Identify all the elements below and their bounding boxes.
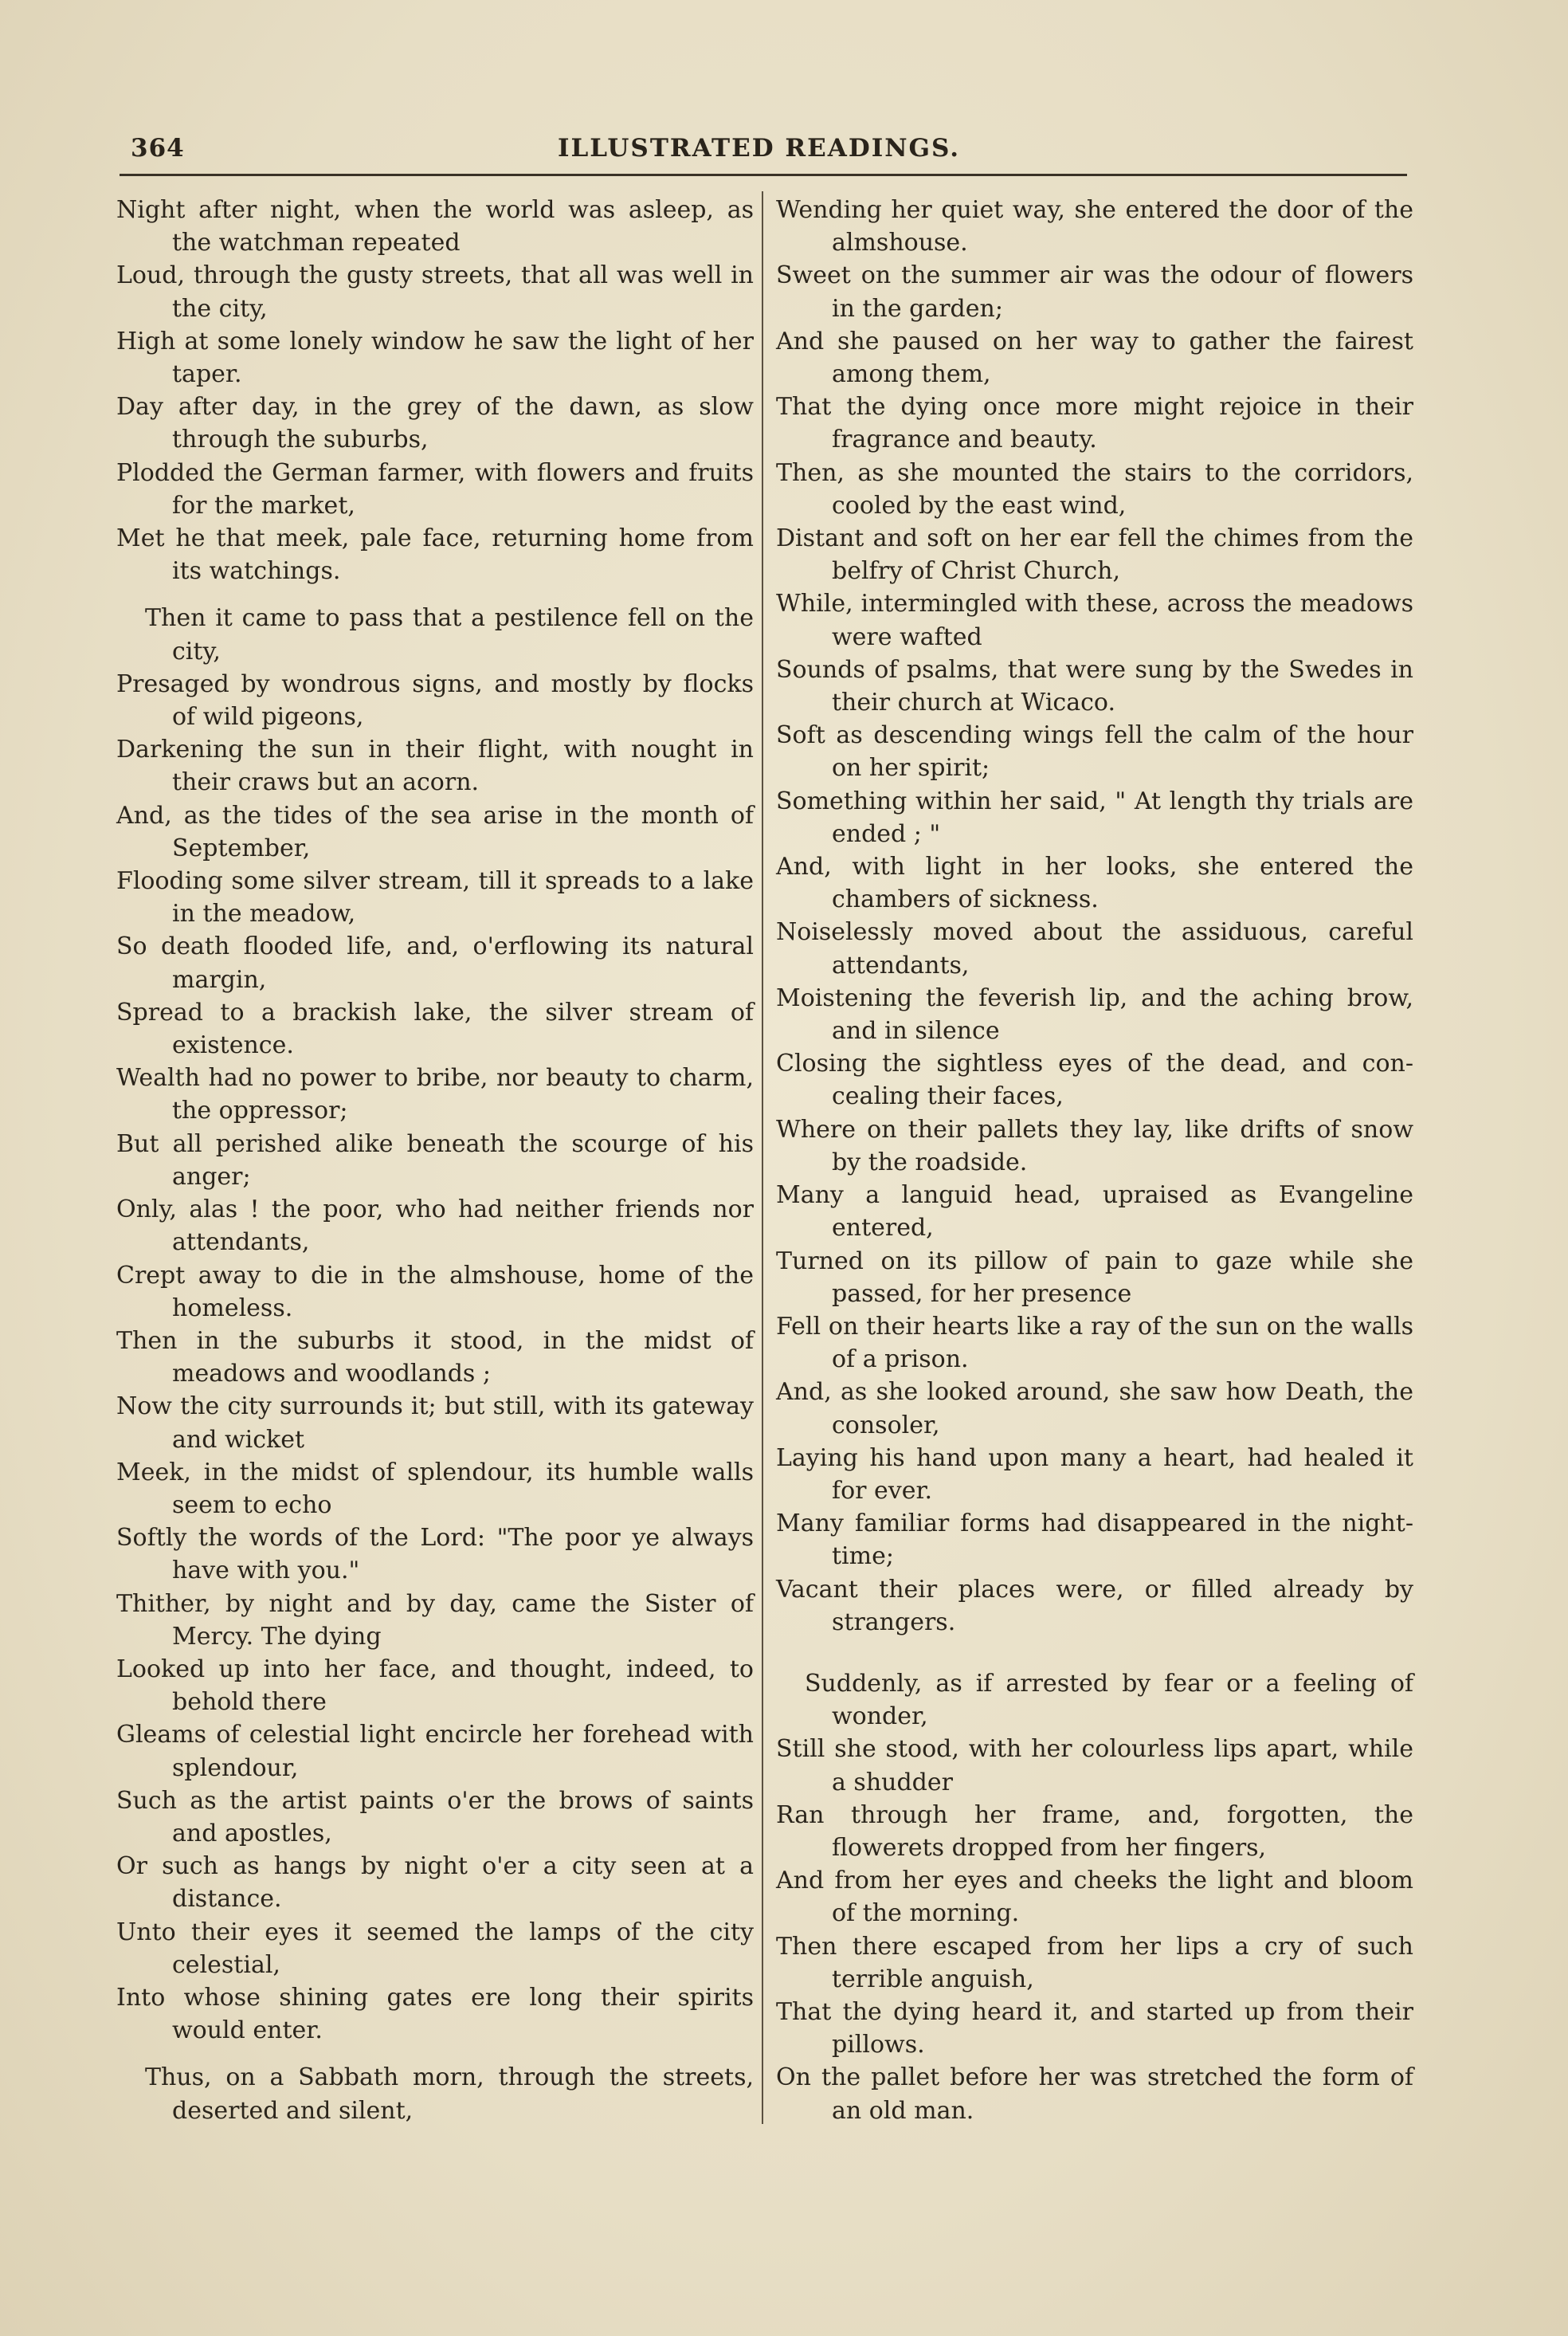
verse-line: And, as the tides of the sea arise in the month of September,	[116, 801, 754, 862]
verse-line: Many familiar forms had disappeared in the night-time;	[776, 1510, 1413, 1571]
verse-line: Flooding some silver stream, till it spreads to a lake in the meadow,	[116, 867, 754, 929]
verse-line: Something within her said, " At length thy trials are ended ; "	[776, 787, 1413, 848]
verse-line: Noiselessly moved about the assiduous, careful attendants,	[776, 918, 1413, 980]
verse-line: Into whose shining gates ere long their spirits would enter.	[116, 1983, 754, 2045]
verse-line: That the dying heard it, and started up from their pillows.	[776, 1997, 1413, 2059]
stanza-break	[116, 2047, 754, 2061]
verse-line: Distant and soft on her ear fell the chimes from the belfry of Christ Church,	[776, 524, 1413, 586]
verse-line: Where on their pallets they lay, like drifts of snow by the roadside.	[776, 1115, 1413, 1176]
verse-line: Met he that meek, pale face, returning home from its watchings.	[116, 524, 754, 586]
verse-line: Then, as she mounted the stairs to the corridors, cooled by the east wind,	[776, 458, 1413, 520]
verse-line: Presaged by wondrous signs, and mostly by flocks of wild pigeons,	[116, 669, 754, 732]
verse-line: Gleams of celestial light encircle her forehead with splendour,	[116, 1721, 754, 1782]
verse-line: And, with light in her looks, she entered the chambers of sickness.	[776, 853, 1413, 914]
stanza-break	[776, 1639, 1413, 1667]
verse-line: Thither, by night and by day, came the Sister of Mercy. The dying	[116, 1589, 754, 1651]
verse-line: Closing the sightless eyes of the dead, and con-cealing their faces,	[776, 1050, 1413, 1111]
stanza-break	[116, 587, 754, 602]
verse-line: High at some lonely window he saw the light of her taper.	[116, 327, 754, 389]
verse-line: Still she stood, with her colourless lips apart, while a shudder	[776, 1735, 1413, 1796]
verse-line: Then there escaped from her lips a cry of such terrible anguish,	[776, 1932, 1413, 1993]
verse-line: That the dying once more might rejoice in their fragrance and beauty.	[776, 393, 1413, 454]
page-number: 364	[131, 134, 185, 163]
verse-line: Sweet on the summer air was the odour of flowers in the garden;	[776, 261, 1413, 323]
verse-line: Meek, in the midst of splendour, its humble walls seem to echo	[116, 1458, 754, 1519]
verse-line: But all perished alike beneath the scourge of his anger;	[116, 1129, 754, 1191]
verse-line: Only, alas ! the poor, who had neither friends nor attendants,	[116, 1195, 754, 1257]
verse-line: Now the city surrounds it; but still, with its gateway and wicket	[116, 1392, 754, 1454]
verse-line: Such as the artist paints o'er the brows of saints and apostles,	[116, 1786, 754, 1847]
verse-line: While, intermingled with these, across the meadows were wafted	[776, 590, 1413, 651]
verse-line: Soft as descending wings fell the calm of the hour on her spirit;	[776, 721, 1413, 783]
verse-line: Turned on its pillow of pain to gaze while she passed, for her presence	[776, 1247, 1413, 1308]
verse-line: Night after night, when the world was asleep, as the watchman repeated	[116, 196, 754, 257]
verse-line: Moistening the feverish lip, and the aching brow, and in silence	[776, 983, 1413, 1046]
verse-line: And from her eyes and cheeks the light and bloom of the morning.	[776, 1867, 1413, 1928]
verse-line: Unto their eyes it seemed the lamps of the city celestial,	[116, 1918, 754, 1979]
left-column	[116, 194, 754, 2127]
verse-line: Ran through her frame, and, forgotten, the flowerets dropped from her fingers,	[776, 1800, 1413, 1862]
running-title: ILLUSTRATED READINGS.	[558, 134, 961, 163]
verse-line: Many a languid head, upraised as Evangeline entered,	[776, 1181, 1413, 1243]
verse-line: Plodded the German farmer, with flowers and fruits for the market,	[116, 458, 754, 520]
verse-line: So death flooded life, and, o'erflowing its natural margin,	[116, 932, 754, 994]
verse-line: Fell on their hearts like a ray of the sun on the walls of a prison.	[776, 1312, 1413, 1374]
verse-line: Looked up into her face, and thought, indeed, to behold there	[116, 1655, 754, 1717]
verse-line: Crept away to die in the almshouse, home of the homeless.	[116, 1261, 754, 1322]
verse-line: On the pallet before her was stretched the form of an old man.	[776, 2063, 1413, 2125]
verse-line: Then in the suburbs it stood, in the midst of meadows and woodlands ;	[116, 1326, 754, 1388]
column-divider	[762, 191, 763, 2124]
right-column	[776, 194, 1413, 2127]
verse-line: Wending her quiet way, she entered the door of the almshouse.	[776, 196, 1413, 257]
verse-line: And, as she looked around, she saw how Death, the consoler,	[776, 1378, 1413, 1439]
header-rule	[120, 174, 1407, 176]
verse-line: Wealth had no power to bribe, nor beauty to charm, the oppressor;	[116, 1064, 754, 1125]
verse-line: Darkening the sun in their flight, with nought in their craws but an acorn.	[116, 736, 754, 797]
verse-line: Suddenly, as if arrested by fear or a feeling of wonder,	[805, 1669, 1413, 1731]
verse-line: Loud, through the gusty streets, that all was well in the city,	[116, 261, 754, 323]
verse-line: Laying his hand upon many a heart, had healed it for ever.	[776, 1443, 1413, 1505]
verse-line: Then it came to pass that a pestilence fell on the city,	[145, 604, 754, 665]
verse-line: Sounds of psalms, that were sung by the Swedes in their church at Wicaco.	[776, 655, 1413, 717]
verse-line: Day after day, in the grey of the dawn, as slow through the suburbs,	[116, 393, 754, 454]
running-header	[131, 134, 1397, 179]
verse-line: Vacant their places were, or filled already by strangers.	[776, 1575, 1413, 1636]
verse-line: Spread to a brackish lake, the silver stream of existence.	[116, 998, 754, 1060]
verse-line: Thus, on a Sabbath morn, through the streets, deserted and silent,	[145, 2063, 754, 2125]
verse-line: And she paused on her way to gather the fairest among them,	[776, 327, 1413, 389]
verse-line: Softly the words of the Lord: "The poor ye always have with you."	[116, 1524, 754, 1585]
verse-line: Or such as hangs by night o'er a city seen at a distance.	[116, 1852, 754, 1914]
